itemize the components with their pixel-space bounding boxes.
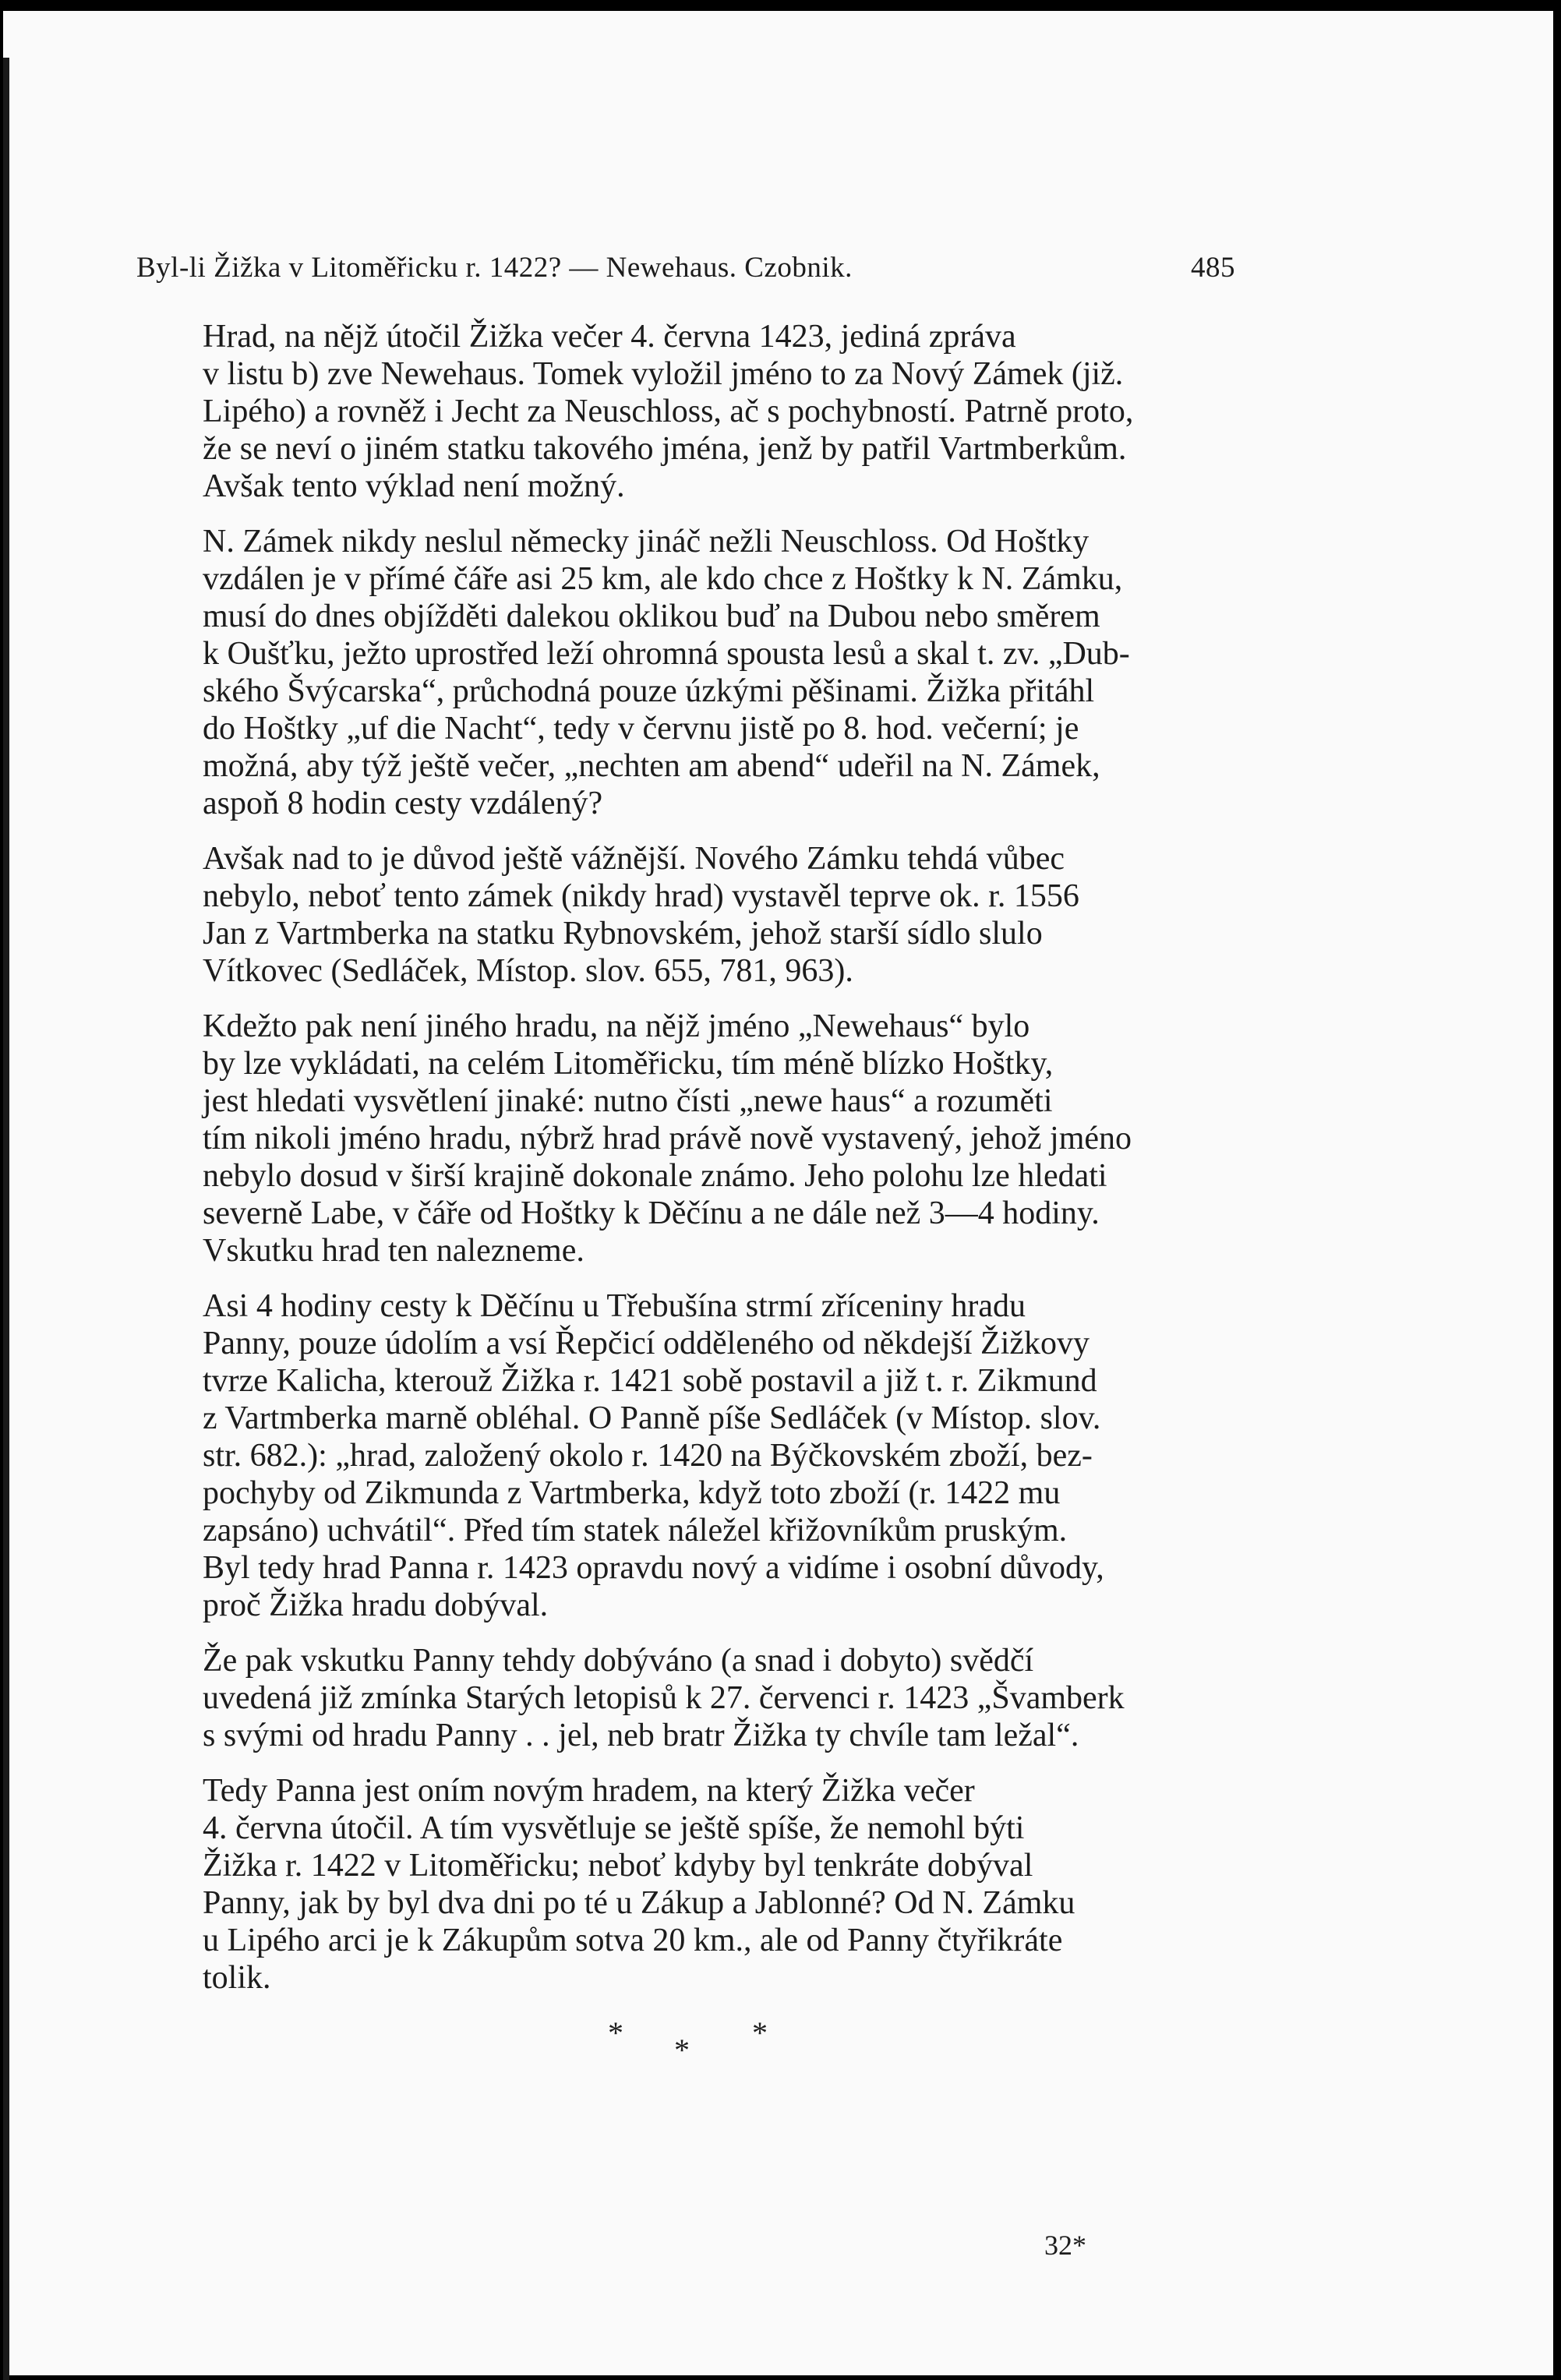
paragraph [136, 1772, 1235, 1997]
text-line: možná, aby týž ještě večer, „nechten am abend“ udeřil na N. Zámek, [203, 748, 1100, 784]
text-line: tvrze Kalicha, kterouž Žižka r. 1421 sobě postavil a již t. r. Zikmund [203, 1363, 1097, 1399]
text-line: z Vartmberka marně obléhal. O Panně píše Sedláček (v Místop. slov. [203, 1400, 1101, 1436]
text-line: 4. června útočil. A tím vysvětluje se ještě spíše, že nemohl býti [203, 1810, 1025, 1846]
paragraph [136, 318, 1235, 505]
text-line: pochyby od Zikmunda z Vartmberka, když toto zboží (r. 1422 mu [203, 1475, 1061, 1511]
text-line: u Lipého arci je k Zákupům sotva 20 km., ale od Panny čtyřikráte [203, 1923, 1063, 1958]
separator-asterisk: * [752, 2015, 768, 2050]
text-line: ského Švýcarska“, průchodná pouze úzkými pěšinami. Žižka přitáhl [203, 673, 1095, 709]
text-line: by lze vykládati, na celém Litoměřicku, tím méně blízko Hoštky, [203, 1046, 1054, 1082]
text-line: Asi 4 hodiny cesty k Děčínu u Třebušína strmí zříceniny hradu [203, 1288, 1026, 1324]
text-line: Byl tedy hrad Panna r. 1423 opravdu nový a vidíme i osobní důvody, [203, 1550, 1104, 1586]
text-line: vzdálen je v přímé čáře asi 25 km, ale kdo chce z Hoštky k N. Zámku, [203, 561, 1123, 597]
running-header [136, 249, 1235, 287]
text-line: do Hoštky „uf die Nacht“, tedy v červnu jistě po 8. hod. večerní; je [203, 711, 1079, 747]
text-line: Panny, jak by byl dva dni po té u Zákup a Jablonné? Od N. Zámku [203, 1885, 1075, 1921]
separator-asterisk: * [608, 2015, 623, 2050]
text-line: k Oušťku, ježto uprostřed leží ohromná spousta lesů a skal t. zv. „Dub- [203, 636, 1130, 672]
text-line: s svými od hradu Panny . . jel, neb bratr Žižka ty chvíle tam ležal“. [203, 1718, 1079, 1753]
paragraph [136, 523, 1235, 822]
page-content [136, 249, 1235, 2069]
header-title: Byl-li Žižka v Litoměřicku r. 1422? — Newehaus. Czobnik. [136, 252, 853, 284]
text-line: Vítkovec (Sedláček, Místop. slov. 655, 781, 963). [203, 953, 853, 989]
text-line: Panny, pouze údolím a vsí Řepčicí odděleného od někdejší Žižkovy [203, 1326, 1090, 1361]
text-line: Že pak vskutku Panny tehdy dobýváno (a snad i dobyto) svědčí [203, 1643, 1034, 1679]
paragraph [136, 1642, 1235, 1754]
text-line: Kdežto pak není jiného hradu, na nějž jméno „Newehaus“ bylo [203, 1008, 1030, 1044]
paragraph [136, 840, 1235, 990]
text-line: Žižka r. 1422 v Litoměřicku; neboť kdyby byl tenkráte dobýval [203, 1848, 1033, 1884]
text-line: nebylo dosud v širší krajině dokonale známo. Jeho polohu lze hledati [203, 1158, 1107, 1194]
text-line: aspoň 8 hodin cesty vzdálený? [203, 786, 603, 821]
separator-asterisk: * [674, 2032, 690, 2067]
text-line: zapsáno) uchvátil“. Před tím statek náležel křižovníkům pruským. [203, 1513, 1068, 1548]
text-line: Avšak tento výklad není možný. [203, 468, 625, 504]
paragraph [136, 1008, 1235, 1269]
text-line: Avšak nad to je důvod ještě vážnější. Nového Zámku tehdá vůbec [203, 841, 1065, 877]
text-line: nebylo, neboť tento zámek (nikdy hrad) vystavěl teprve ok. r. 1556 [203, 878, 1079, 914]
text-line: tolik. [203, 1960, 271, 1996]
text-line: Lipého) a rovněž i Jecht za Neuschloss, ač s pochybností. Patrně proto, [203, 394, 1134, 429]
text-line: proč Žižka hradu dobýval. [203, 1587, 549, 1623]
text-line: v listu b) zve Newehaus. Tomek vyložil jméno to za Nový Zámek (již. [203, 356, 1124, 392]
text-line: tím nikoli jméno hradu, nýbrž hrad právě nově vystavený, jehož jméno [203, 1121, 1132, 1156]
text-line: Vskutku hrad ten nalezneme. [203, 1233, 584, 1269]
text-line: severně Labe, v čáře od Hoštky k Děčínu a ne dále než 3—4 hodiny. [203, 1195, 1100, 1231]
signature-mark: 32* [1044, 2230, 1086, 2261]
text-line: jest hledati vysvětlení jinaké: nutno čísti „newe haus“ a rozuměti [203, 1083, 1053, 1119]
text-line: Tedy Panna jest oním novým hradem, na který Žižka večer [203, 1773, 975, 1809]
section-separator [136, 2015, 1235, 2069]
text-line: musí do dnes objížděti dalekou oklikou buď na Dubou nebo směrem [203, 599, 1100, 634]
text-line: str. 682.): „hrad, založený okolo r. 1420 na Býčkovském zboží, bez- [203, 1438, 1093, 1474]
page-edge-shadow [3, 58, 9, 2380]
text-line: N. Zámek nikdy neslul německy jináč nežli Neuschloss. Od Hoštky [203, 524, 1090, 560]
text-line: že se neví o jiném statku takového jména, jenž by patřil Vartmberkům. [203, 431, 1127, 467]
paragraph [136, 1287, 1235, 1624]
text-line: Hrad, na nějž útočil Žižka večer 4. června 1423, jediná zpráva [203, 319, 1016, 355]
page-number: 485 [1191, 252, 1235, 284]
text-line: uvedená již zmínka Starých letopisů k 27. červenci r. 1423 „Švamberk [203, 1680, 1125, 1716]
text-line: Jan z Vartmberka na statku Rybnovském, jehož starší sídlo slulo [203, 916, 1043, 952]
